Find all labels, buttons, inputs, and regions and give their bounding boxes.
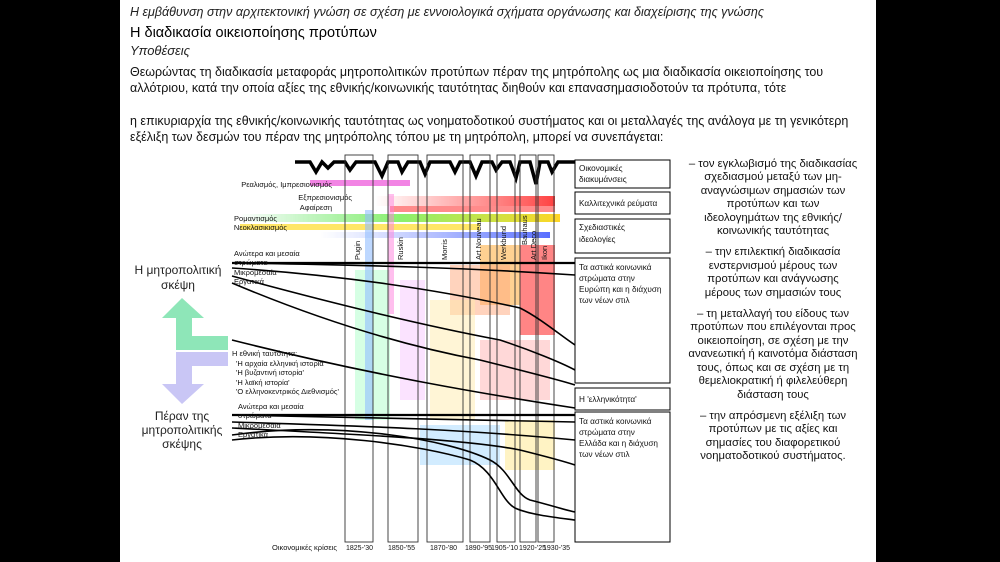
box-europe-l2: στρώματα στην xyxy=(579,274,635,283)
bullet-item: – τη μεταλλαγή του είδους των προτύπων που επιλέγονται προς οικειοποίηση, σε σχέση με την ανανεωτική ή καινοτόμα διάσταση τους, όπως και σε σχέση με τη θεμελιοκρατική ή φιλελεύθερη διάσταση τους xyxy=(688,308,858,401)
label-internationalism: 'Ο ελληνοκεντρικός Διεθνισμός' xyxy=(236,387,339,396)
label-upper-middle-strata: Ανώτερα και μεσαία xyxy=(234,249,300,258)
tick-1905: 1905-'10 xyxy=(491,545,519,552)
bullet-item: – τον εγκλωβισμό της διαδικασίας σχεδιασμού μεταξύ των μη-αναγνώσιμων σημασιών των προτύπων και των ιδεολογημάτων της εθνικής/κοινωνικής ταυτότητας xyxy=(688,158,858,238)
box-art-movements: Καλλιτεχνικά ρεύματα xyxy=(579,199,658,208)
slide-title: Η διαδικασία οικειοποίησης προτύπων xyxy=(130,25,377,41)
tick-1920: 1920-'25 xyxy=(519,545,547,552)
label-national-identity: Η εθνική ταυτότητα: xyxy=(232,349,298,358)
side-bottom-l3: σκέψης xyxy=(162,437,202,451)
label-ancient-history: 'Η αρχαία ελληνική ιστορία' xyxy=(236,359,326,368)
down-arrow-icon xyxy=(162,352,228,404)
box-greekness: Η 'ελληνικότητα' xyxy=(579,395,637,404)
label-working: Εργατικά xyxy=(234,277,264,286)
label-expressionism: Εξπρεσιονισμός xyxy=(298,193,352,202)
slide-subtitle: Υποθέσεις xyxy=(130,43,190,58)
tick-1850: 1850-'55 xyxy=(388,545,416,552)
box-economic-fluctuations-l2: διακυμάνσεις xyxy=(579,175,627,184)
header-line: Η εμβάθυνση στην αρχιτεκτονική γνώση σε σχέση με εννοιολογικά σχήματα οργάνωσης και διαχείρισης της γνώσης xyxy=(130,5,764,19)
appropriation-diagram xyxy=(120,150,680,562)
column-label-werkbund: Werkbund xyxy=(499,225,508,260)
label-working-2: Εργατικά xyxy=(238,430,268,439)
side-bottom-l1: Πέραν της xyxy=(154,409,210,423)
box-economic-fluctuations-l1: Οικονομικές xyxy=(579,164,623,173)
label-neoclassicism: Νεοκλασικισμός xyxy=(233,223,287,232)
column-label-ruskin: Ruskin xyxy=(396,237,405,260)
label-petty-bourgeois-2: Μικρομεσαία xyxy=(238,421,281,430)
label-petty-bourgeois: Μικρομεσαία xyxy=(234,268,277,277)
label-byzantine-history: 'Η βυζαντινή ιστορία' xyxy=(236,368,304,377)
label-romanticism: Ρομαντισμός xyxy=(234,214,277,223)
slide xyxy=(120,0,876,562)
label-strata: στρώματα xyxy=(234,258,268,267)
tick-1870: 1870-'80 xyxy=(430,545,458,552)
color-streams xyxy=(240,180,560,470)
box-europe-l3: Ευρώπη και η διάχυση xyxy=(579,285,662,294)
box-design-ideologies-l1: Σχεδιαστικές xyxy=(579,223,625,232)
column-label-ikon: Ikon xyxy=(540,245,549,260)
column-label-bauhaus: Bauhaus xyxy=(520,215,529,245)
side-top-l2: σκέψη xyxy=(161,278,195,292)
box-greece-l2: στρώματα στην xyxy=(579,428,635,437)
box-europe-l1: Τα αστικά κοινωνικά xyxy=(579,263,652,272)
label-realism: Ρεαλισμός, Ιμπρεσιονισμός xyxy=(241,180,332,189)
side-bottom-l2: μητροπολιτικής xyxy=(141,423,223,437)
right-boxes xyxy=(575,160,670,542)
tick-1930: 1930-'35 xyxy=(543,545,571,552)
side-top-l1: Η μητροπολιτική xyxy=(134,263,222,277)
column-label-art-nouveau: Art Nouveau xyxy=(474,218,483,260)
label-economic-crises: Οικονομικές κρίσεις xyxy=(272,543,337,552)
bullet-item: – την επιλεκτική διαδικασία ενστερνισμού μέρους των προτύπων και ανάγνωσης μέρους των σημασιών τους xyxy=(704,246,842,299)
box-greece-l4: των νέων στιλ xyxy=(579,450,630,459)
label-folk-history: 'Η λαϊκή ιστορία' xyxy=(236,378,290,387)
label-strata-2: στρώματα xyxy=(238,411,272,420)
label-abstraction: Αφαίρεση xyxy=(299,203,332,212)
bullet-list xyxy=(688,158,858,472)
box-design-ideologies-l2: ιδεολογίες xyxy=(579,235,616,244)
label-upper-middle-strata-2: Ανώτερα και μεσαία xyxy=(238,402,304,411)
bullet-item: – την απρόσμενη εξέλιξη των προτύπων με τις αξίες και σημασίες του διαφορετικού νοηματοδοτικού συστήματος. xyxy=(699,409,847,463)
up-arrow-icon xyxy=(162,298,228,350)
tick-1825: 1825-'30 xyxy=(346,545,374,552)
paragraph-2: η επικυριαρχία της εθνικής/κοινωνικής ταυτότητας ως νοηματοδοτικού συστήματος και οι μεταλλαγές της ανάλογα με τη γενικότερη εξέλιξη των δεσμών του πέραν της μητρόπολης τόπου με τη μητρόπολη, μπορεί να συνεπάγεται: xyxy=(130,114,849,144)
box-greece-l3: Ελλάδα και η διάχυση xyxy=(579,439,658,448)
paragraph-1: Θεωρώντας τη διαδικασία μεταφοράς μητροπολιτικών προτύπων πέραν της μητρόπολης ως μια διαδικασία οικειοποίησης του αλλότριου, κατά την οποία αξίες της εθνικής/κοινωνικής ταυτότητας διηθούν και επανασημασιοδοτούν τα πρότυπα, τότε xyxy=(130,65,824,95)
column-label-morris: Morris xyxy=(440,239,449,260)
column-label-art-deco: Art Deco xyxy=(529,230,538,260)
tick-1890: 1890-'95 xyxy=(465,545,493,552)
box-europe-l4: των νέων στιλ xyxy=(579,296,630,305)
box-greece-l1: Τα αστικά κοινωνικά xyxy=(579,417,652,426)
column-label-pugin: Pugin xyxy=(353,240,362,260)
